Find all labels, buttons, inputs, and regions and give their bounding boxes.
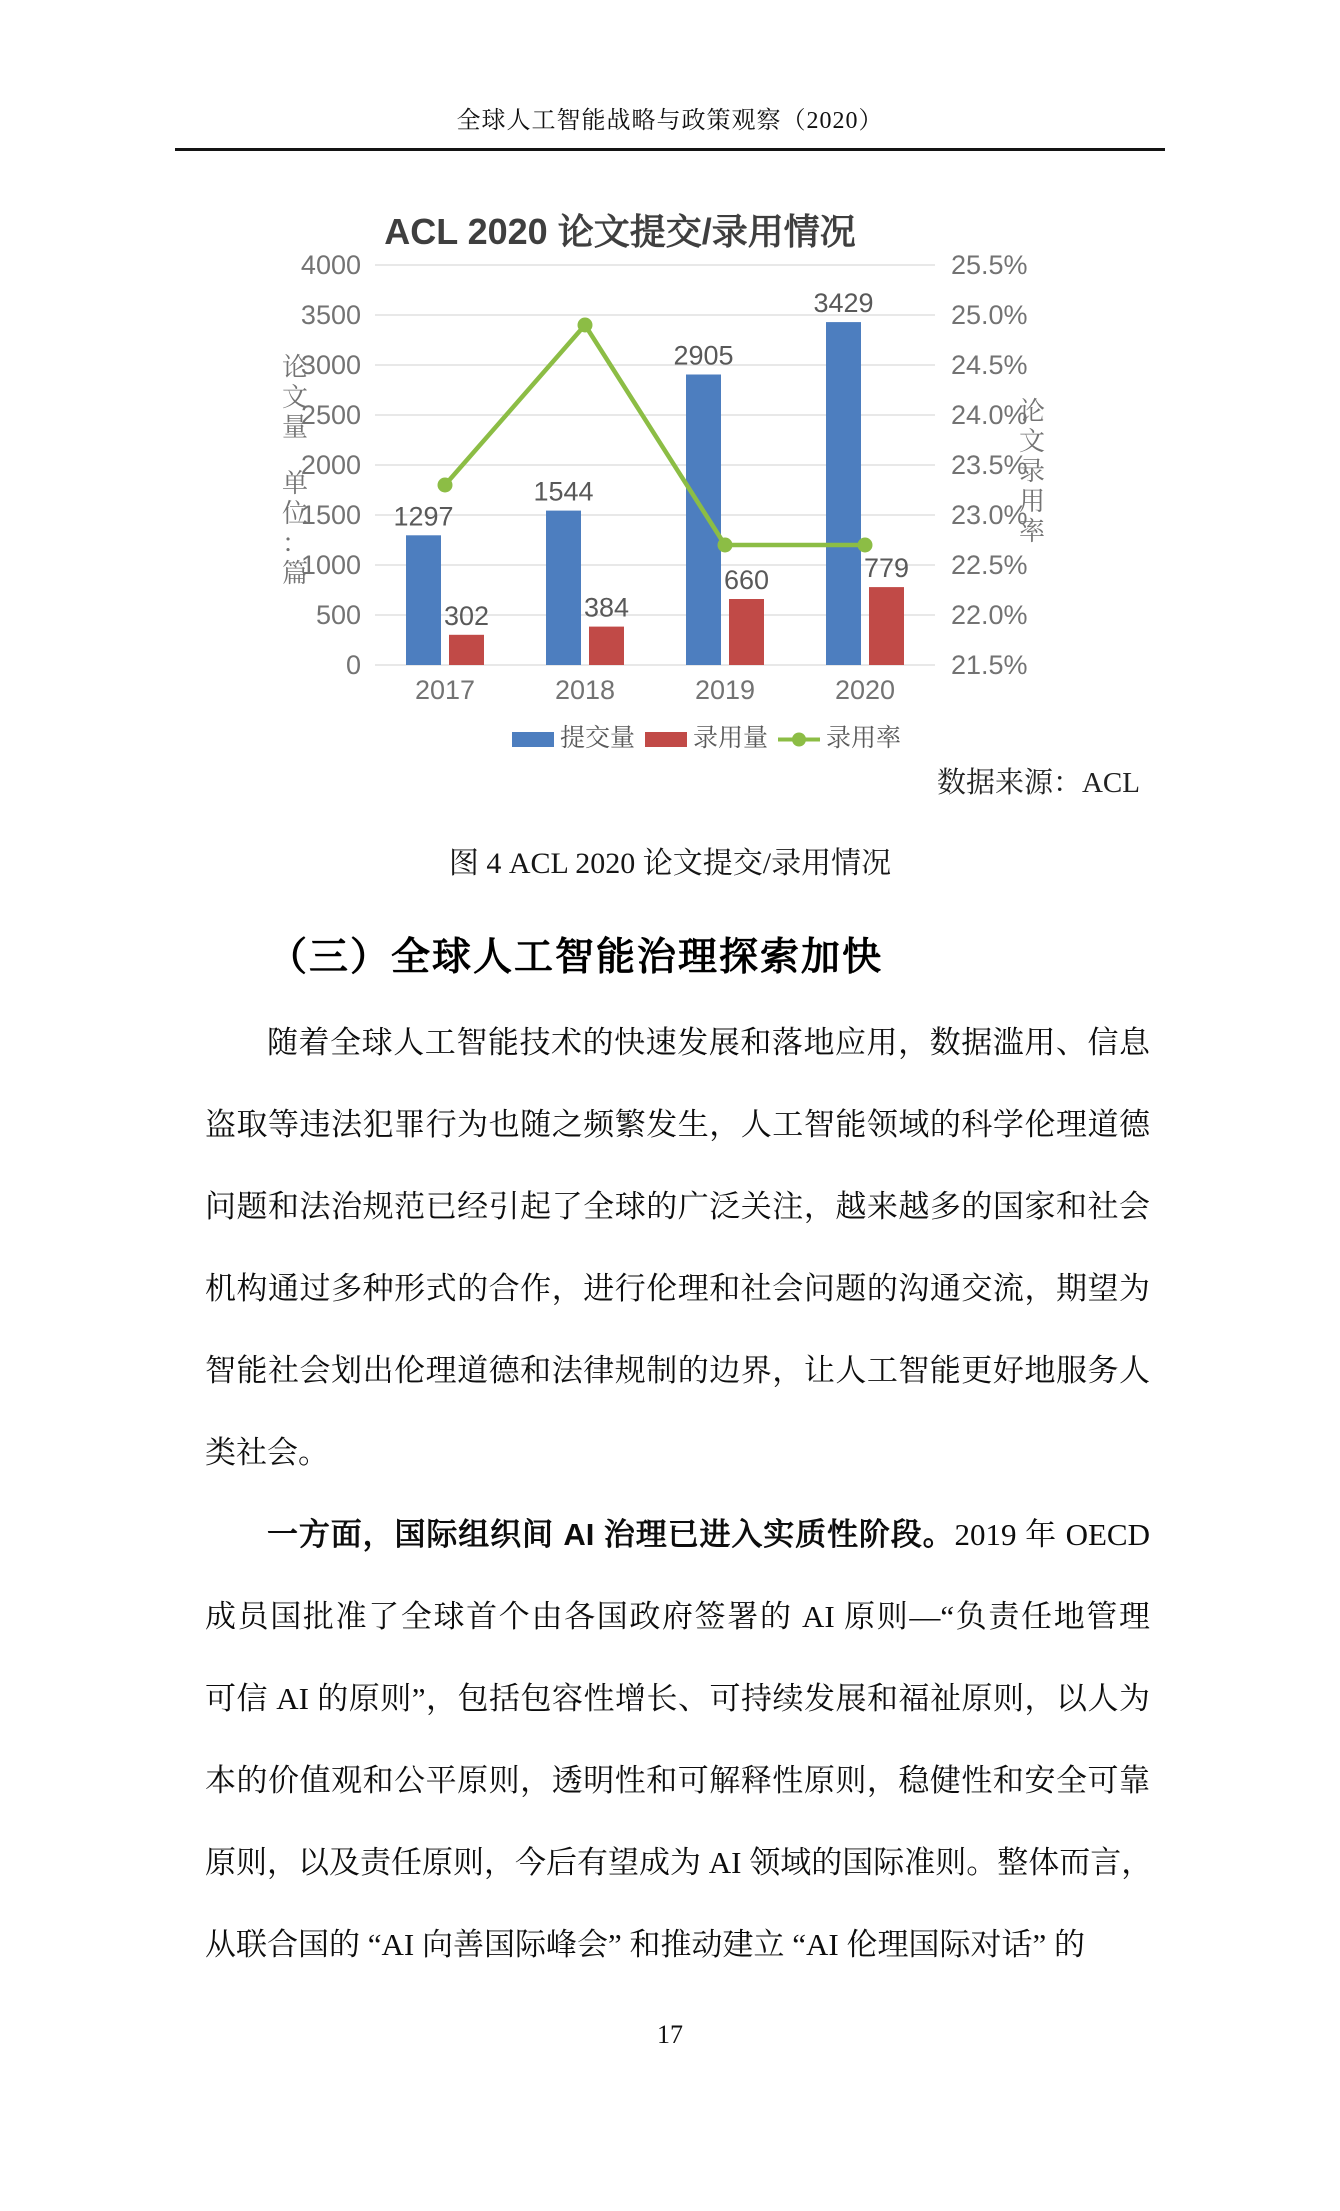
svg-text:23.0%: 23.0% [951, 500, 1028, 530]
svg-text:录用量: 录用量 [693, 724, 769, 752]
svg-text:500: 500 [315, 600, 361, 630]
paragraph-line: 成员国批准了全球首个由各国政府签署的 AI 原则—“负责任地管理 [205, 1599, 1150, 1634]
data-source-note: 数据来源：ACL [936, 767, 1140, 799]
paragraph-line: 可信 AI 的原则”，包括包容性增长、可持续发展和福祉原则，以人为 [205, 1681, 1150, 1716]
paragraph-line: 机构通过多种形式的合作，进行伦理和社会问题的沟通交流，期望为 [205, 1271, 1150, 1306]
svg-text:位: 位 [281, 498, 309, 528]
svg-text:2020: 2020 [834, 675, 896, 705]
svg-text:论: 论 [281, 352, 309, 382]
svg-text:3500: 3500 [300, 300, 361, 330]
svg-text:1000: 1000 [300, 550, 361, 580]
svg-text:660: 660 [723, 565, 770, 595]
svg-text:25.5%: 25.5% [951, 250, 1028, 280]
svg-text:0: 0 [345, 650, 361, 680]
paragraph-line: 原则，以及责任原则，今后有望成为 AI 领域的国际准则。整体而言， [205, 1845, 1153, 1880]
svg-text:3429: 3429 [813, 288, 874, 319]
chart-svg [240, 192, 1080, 777]
paragraph-line: 类社会。 [205, 1435, 329, 1470]
paragraph-line: 从联合国的 “AI 向善国际峰会” 和推动建立 “AI 伦理国际对话” 的 [205, 1927, 1085, 1962]
body-text [205, 1002, 1153, 1986]
svg-text:1500: 1500 [300, 500, 361, 530]
paragraph-text: 2019 年 OECD [954, 1517, 1150, 1552]
paragraph-line: 问题和法治规范已经引起了全球的广泛关注，越来越多的国家和社会 [205, 1189, 1150, 1224]
section-heading: （三）全球人工智能治理探索加快 [268, 936, 884, 979]
svg-text:1297: 1297 [393, 501, 454, 532]
svg-text:24.0%: 24.0% [951, 400, 1028, 430]
svg-text:用: 用 [1018, 486, 1046, 516]
svg-text:23.5%: 23.5% [951, 450, 1028, 480]
figure-caption: 图 4 ACL 2020 论文提交/录用情况 [448, 847, 892, 880]
svg-text:25.0%: 25.0% [951, 300, 1028, 330]
acl-2020-chart [240, 192, 1080, 777]
svg-text:：: ： [281, 528, 309, 558]
svg-text:录: 录 [1018, 456, 1046, 486]
svg-text:录用率: 录用率 [826, 724, 902, 752]
header-rule [175, 148, 1165, 151]
svg-text:量: 量 [281, 412, 309, 442]
svg-text:3000: 3000 [300, 350, 361, 380]
svg-text:单: 单 [281, 468, 309, 498]
svg-text:率: 率 [1018, 516, 1046, 546]
paragraph-line [205, 1494, 1150, 1576]
svg-text:ACL 2020 论文提交/录用情况: ACL 2020 论文提交/录用情况 [384, 211, 856, 252]
paragraph-line: 本的价值观和公平原则，透明性和可解释性原则，稳健性和安全可靠 [205, 1763, 1150, 1798]
svg-text:2000: 2000 [300, 450, 361, 480]
svg-text:文: 文 [1018, 426, 1046, 456]
paragraph-line: 随着全球人工智能技术的快速发展和落地应用，数据滥用、信息 [267, 1025, 1150, 1060]
svg-text:21.5%: 21.5% [951, 650, 1028, 680]
svg-text:2019: 2019 [694, 675, 756, 705]
svg-text:2500: 2500 [300, 400, 361, 430]
svg-text:4000: 4000 [300, 250, 361, 280]
svg-text:篇: 篇 [281, 558, 309, 588]
paragraph-line: 智能社会划出伦理道德和法律规制的边界，让人工智能更好地服务人 [205, 1353, 1150, 1388]
paragraph-line: 盗取等违法犯罪行为也随之频繁发生，人工智能领域的科学伦理道德 [205, 1107, 1150, 1142]
svg-text:文: 文 [281, 382, 309, 412]
svg-text:302: 302 [443, 600, 490, 631]
svg-text:2018: 2018 [554, 675, 616, 705]
page-number: 17 [657, 2020, 683, 2049]
svg-text:2905: 2905 [673, 340, 734, 371]
svg-text:提交量: 提交量 [560, 724, 636, 752]
svg-text:22.5%: 22.5% [951, 550, 1028, 580]
svg-text:384: 384 [583, 592, 630, 623]
svg-text:24.5%: 24.5% [951, 350, 1028, 380]
svg-text:779: 779 [863, 553, 910, 584]
svg-text:论: 论 [1018, 396, 1046, 426]
svg-text:1544: 1544 [533, 476, 594, 507]
bold-lead-text: 一方面，国际组织间 AI 治理已进入实质性阶段。 [267, 1517, 955, 1552]
svg-text:2017: 2017 [414, 675, 476, 705]
svg-text:22.0%: 22.0% [951, 600, 1028, 630]
header-title: 全球人工智能战略与政策观察（2020） [456, 108, 884, 134]
